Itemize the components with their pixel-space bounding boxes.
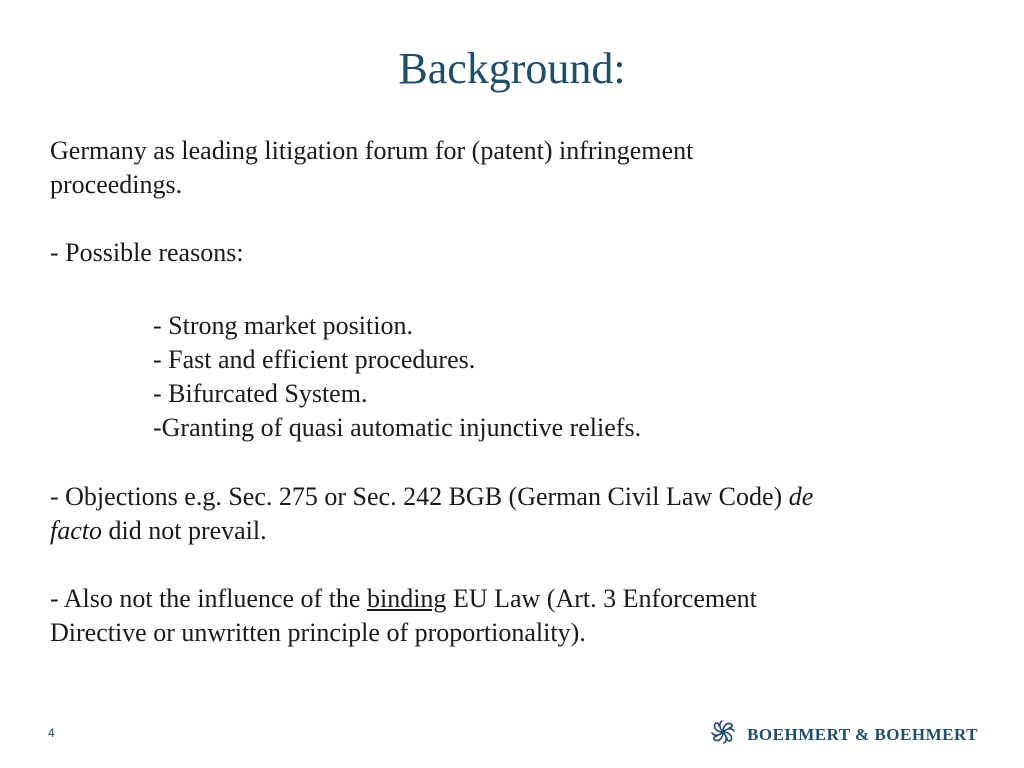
objections-text-end: did not prevail.	[102, 516, 267, 545]
objections-italic-de: de	[788, 482, 814, 511]
eu-law-paragraph	[50, 582, 950, 650]
eu-law-underlined-binding: binding	[366, 584, 447, 613]
objections-italic-facto: facto	[50, 516, 102, 545]
list-item: - Fast and efficient procedures.	[153, 345, 476, 374]
eu-law-text-cont: EU Law (Art. 3 Enforcement	[446, 584, 757, 613]
list-item: -Granting of quasi automatic injunctive reliefs.	[153, 413, 642, 442]
spiral-flower-logo-icon	[707, 716, 739, 753]
page-number: 4	[48, 726, 55, 740]
reasons-heading: - Possible reasons:	[50, 238, 244, 267]
intro-line-2: proceedings.	[50, 170, 183, 199]
brand-name: BOEHMERT & BOEHMERT	[747, 724, 978, 744]
intro-line-1: Germany as leading litigation forum for (patent) infringement	[50, 136, 694, 165]
intro-paragraph	[50, 134, 950, 202]
eu-law-text-line2: Directive or unwritten principle of proportionality).	[50, 618, 586, 647]
objections-text: - Objections e.g. Sec. 275 or Sec. 242 BGB (German Civil Law Code)	[50, 482, 789, 511]
slide-title: Background:	[398, 44, 626, 93]
list-item: - Strong market position.	[153, 311, 413, 340]
objections-paragraph	[50, 480, 950, 548]
reasons-list	[153, 309, 953, 445]
brand-logo	[707, 716, 978, 753]
eu-law-text: - Also not the influence of the	[50, 584, 367, 613]
list-item: - Bifurcated System.	[153, 379, 368, 408]
